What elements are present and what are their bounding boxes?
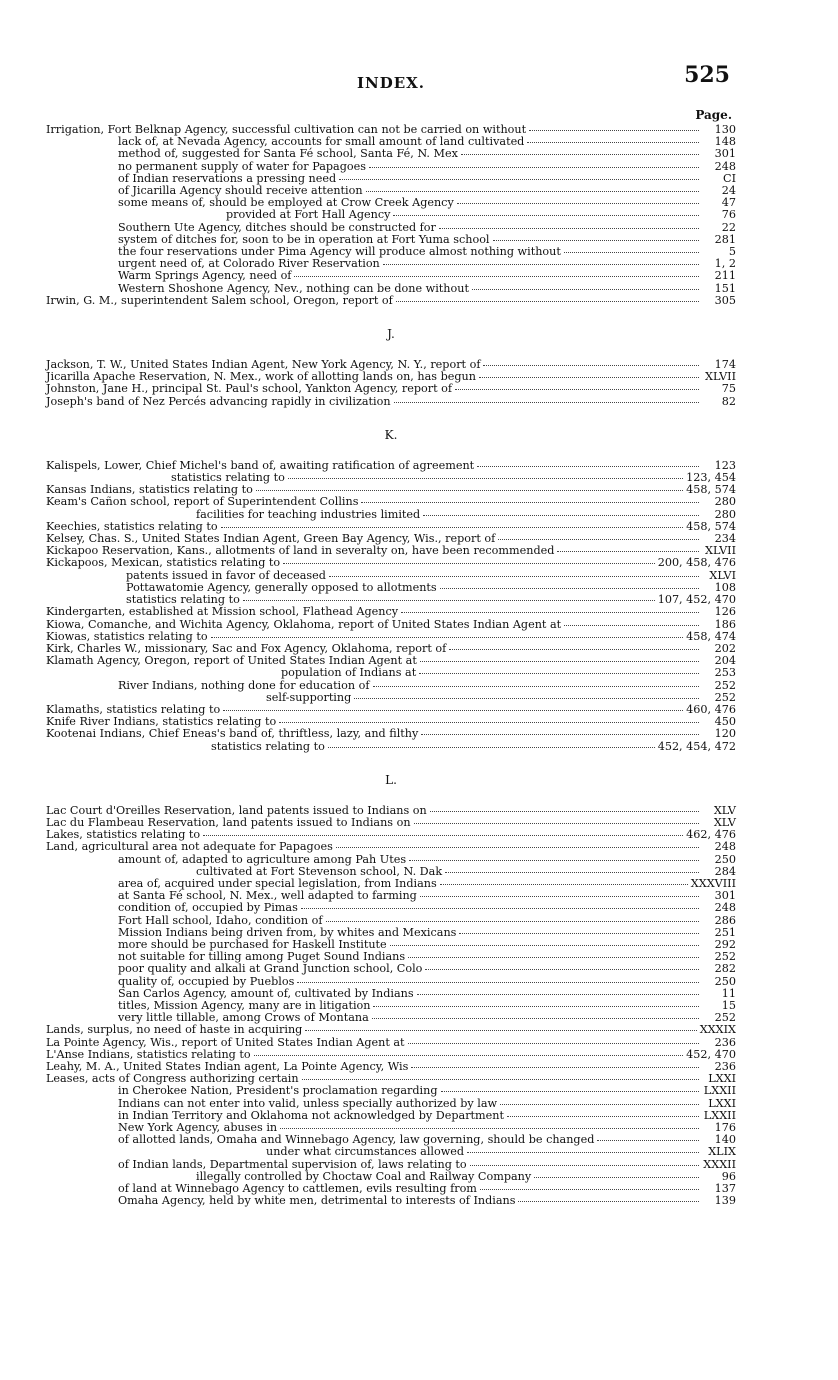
leader-dots — [211, 635, 684, 638]
leader-dots — [283, 561, 655, 564]
page-column-label: Page. — [695, 108, 732, 122]
leader-dots — [417, 992, 699, 995]
entry-text: very little tillable, among Crows of Montana — [118, 1011, 369, 1025]
entry-text: Southern Ute Agency, ditches should be constructed for — [118, 220, 436, 234]
entry-page: 292 — [714, 937, 736, 951]
entry-page: 452, 470 — [686, 1047, 736, 1061]
leader-dots — [294, 274, 699, 277]
entry-page: 458, 574 — [686, 519, 736, 533]
index-section — [46, 124, 736, 307]
entry-page: 305 — [714, 293, 736, 307]
entry-page: XLV — [713, 815, 736, 829]
index-entry — [46, 963, 736, 975]
entry-text: Kansas Indians, statistics relating to — [46, 483, 253, 497]
entry-text: urgent need of, at Colorado River Reservation — [118, 257, 380, 271]
leader-dots — [302, 1077, 699, 1080]
entry-page: 174 — [714, 358, 736, 372]
entry-page: 253 — [714, 666, 736, 680]
entry-page: 96 — [721, 1169, 736, 1183]
entry-page: 76 — [721, 208, 736, 222]
entry-page: LXXI — [708, 1072, 736, 1086]
leader-dots — [390, 943, 699, 946]
leader-dots — [329, 574, 699, 577]
leader-dots — [564, 623, 699, 626]
entry-page: 139 — [714, 1194, 736, 1208]
entry-text: Klamaths, statistics relating to — [46, 702, 221, 716]
leader-dots — [256, 488, 683, 491]
leader-dots — [409, 858, 699, 861]
entry-page: 460, 476 — [686, 702, 736, 716]
index-entry — [46, 1085, 736, 1097]
entry-page: CI — [723, 171, 736, 185]
entry-text: Jicarilla Apache Reservation, N. Mex., work of allotting lands on, has begun — [46, 370, 476, 384]
index-entry — [46, 1037, 736, 1049]
entry-text: Kiowas, statistics relating to — [46, 629, 208, 643]
leader-dots — [401, 610, 699, 613]
entry-page: XXXII — [703, 1157, 736, 1171]
entry-page: 458, 574 — [686, 483, 736, 497]
leader-dots — [280, 1126, 699, 1129]
entry-text: Fort Hall school, Idaho, condition of — [118, 913, 323, 927]
index-entry — [46, 460, 736, 472]
entry-page: 281 — [714, 232, 736, 246]
entry-text: in Cherokee Nation, President's proclamation regarding — [118, 1084, 438, 1098]
leader-dots — [472, 287, 699, 290]
entry-page: LXXII — [703, 1108, 736, 1122]
entry-text: area of, acquired under special legislation, from Indians — [118, 876, 437, 890]
entry-text: Kindergarten, established at Mission school, Flathead Agency — [46, 605, 399, 619]
entry-text: illegally controlled by Choctaw Coal and Railway Company — [196, 1169, 532, 1183]
entry-text: patents issued in favor of deceased — [126, 568, 326, 582]
leader-dots — [500, 1102, 699, 1105]
leader-dots — [597, 1138, 699, 1141]
index-entry — [46, 1098, 736, 1110]
leader-dots — [339, 177, 699, 180]
index-entry — [46, 976, 736, 988]
entry-page: 450 — [714, 715, 736, 729]
entry-text: Irrigation, Fort Belknap Agency, successful cultivation can not be carried on without — [46, 123, 527, 136]
entry-text: the four reservations under Pima Agency will produce almost nothing without — [118, 245, 561, 259]
entry-page: 284 — [714, 864, 736, 878]
leader-dots — [439, 226, 699, 229]
entry-page: 250 — [714, 974, 736, 988]
leader-dots — [529, 128, 699, 131]
leader-dots — [480, 1187, 699, 1190]
leader-dots — [221, 525, 684, 528]
entry-page: XLVII — [705, 544, 736, 558]
entry-page: 251 — [714, 925, 736, 939]
entry-text: Indians can not enter into valid, unless specially authorized by law — [118, 1096, 498, 1110]
entry-page: 137 — [714, 1182, 736, 1196]
leader-dots — [223, 708, 683, 711]
leader-dots — [328, 745, 655, 748]
leader-dots — [301, 906, 699, 909]
index-section — [46, 805, 736, 1208]
leader-dots — [354, 696, 699, 699]
section-letter: J. — [387, 327, 395, 342]
leader-dots — [361, 500, 699, 503]
leader-dots — [366, 189, 699, 192]
page-number: 525 — [684, 62, 730, 88]
entry-page: 236 — [714, 1060, 736, 1073]
leader-dots — [408, 1041, 699, 1044]
leader-dots — [421, 732, 699, 735]
entry-page: 82 — [721, 394, 736, 408]
entry-page: 24 — [721, 184, 736, 198]
entry-text: San Carlos Agency, amount of, cultivated by Indians — [118, 986, 414, 1000]
entry-page: 211 — [714, 269, 736, 283]
page-title: INDEX. — [356, 74, 426, 92]
entry-text: statistics relating to — [171, 471, 285, 485]
entry-text: at Santa Fé school, N. Mex., well adapted to farming — [118, 889, 417, 903]
leader-dots — [507, 1114, 699, 1117]
entry-page: 250 — [714, 852, 736, 866]
entry-text: amount of, adapted to agriculture among Pah Utes — [118, 852, 407, 866]
entry-text: of Indian lands, Departmental supervision of, laws relating to — [118, 1157, 467, 1171]
index-entry — [46, 295, 736, 307]
entry-text: cultivated at Fort Stevenson school, N. Dak — [196, 864, 443, 878]
entry-page: 200, 458, 476 — [657, 556, 736, 570]
index-entry — [46, 680, 736, 692]
leader-dots — [203, 833, 683, 836]
entry-page: 130 — [714, 123, 736, 136]
leader-dots — [498, 537, 699, 540]
entry-text: Leahy, M. A., United States Indian agent, La Pointe Agency, Wis — [46, 1060, 409, 1073]
entry-text: system of ditches for, soon to be in operation at Fort Yuma school — [118, 232, 490, 246]
entry-text: Knife River Indians, statistics relating to — [46, 715, 277, 729]
entry-text: no permanent supply of water for Papagoes — [118, 159, 366, 173]
entry-page: 148 — [714, 135, 736, 149]
entry-page: 252 — [714, 678, 736, 692]
entry-text: in Indian Territory and Oklahoma not acknowledged by Department — [118, 1108, 504, 1122]
index-entry — [46, 396, 736, 408]
leader-dots — [383, 262, 699, 265]
entry-text: Irwin, G. M., superintendent Salem school, Oregon, report of — [46, 293, 393, 307]
index-page — [46, 58, 736, 1207]
entry-text: Omaha Agency, held by white men, detrimental to interests of Indians — [118, 1194, 516, 1208]
index-entry — [46, 841, 736, 853]
leader-dots — [372, 1016, 699, 1019]
entry-page: 252 — [714, 690, 736, 704]
entry-text: L'Anse Indians, statistics relating to — [46, 1047, 251, 1061]
entry-text: Klamath Agency, Oregon, report of United States Indian Agent at — [46, 654, 417, 668]
entry-page: 458, 474 — [686, 629, 736, 643]
leader-dots — [483, 363, 699, 366]
entry-text: Kiowa, Comanche, and Wichita Agency, Oklahoma, report of United States Indian Agent at — [46, 617, 562, 631]
entry-text: Kalispels, Lower, Chief Michel's band of, awaiting ratification of agreement — [46, 458, 475, 472]
entry-text: not suitable for tilling among Puget Sound Indians — [118, 950, 406, 964]
entry-page: 280 — [714, 495, 736, 509]
entry-text: condition of, occupied by Pimas — [118, 901, 298, 915]
entry-page: 282 — [714, 962, 736, 976]
leader-dots — [493, 238, 699, 241]
entry-text: Kickapoos, Mexican, statistics relating to — [46, 556, 281, 570]
entry-page: 107, 452, 470 — [657, 593, 736, 607]
index-entry — [46, 741, 736, 753]
entry-page: 202 — [714, 641, 736, 655]
leader-dots — [564, 250, 699, 253]
index-entry — [46, 197, 736, 209]
entry-page: XXXVIII — [690, 876, 736, 890]
entry-page: 452, 454, 472 — [657, 739, 736, 753]
entry-page: XLVI — [709, 568, 736, 582]
leader-dots — [461, 152, 699, 155]
entry-page: 248 — [714, 840, 736, 854]
leader-dots — [373, 684, 699, 687]
leader-dots — [430, 809, 699, 812]
leader-dots — [254, 1053, 684, 1056]
entry-page: 11 — [721, 986, 736, 1000]
leader-dots — [414, 821, 699, 824]
index-entry — [46, 1159, 736, 1171]
entry-page: LXXI — [708, 1096, 736, 1110]
entry-text: titles, Mission Agency, many are in litigation — [118, 998, 371, 1012]
entry-page: 280 — [714, 507, 736, 521]
entry-page: 462, 476 — [686, 828, 736, 842]
index-entry — [46, 383, 736, 395]
index-entry — [46, 1024, 736, 1036]
leader-dots — [288, 476, 683, 479]
leader-dots — [455, 387, 699, 390]
index-entry — [46, 728, 736, 740]
entry-text: of land at Winnebago Agency to cattlemen, evils resulting from — [118, 1182, 477, 1196]
entry-text: of allotted lands, Omaha and Winnebago Agency, law governing, should be changed — [118, 1133, 595, 1147]
leader-dots — [393, 213, 699, 216]
index-entry — [46, 270, 736, 282]
leader-dots — [408, 955, 699, 958]
index-entry — [46, 667, 736, 679]
entry-page: 248 — [714, 159, 736, 173]
entry-page: 234 — [714, 532, 736, 546]
entry-page: 140 — [714, 1133, 736, 1147]
leader-dots — [457, 201, 699, 204]
index-entry — [46, 283, 736, 295]
entry-text: Kelsey, Chas. S., United States Indian Agent, Green Bay Agency, Wis., report of — [46, 532, 496, 546]
entry-text: self-supporting — [266, 690, 352, 704]
entry-text: Lac Court d'Oreilles Reservation, land patents issued to Indians on — [46, 803, 427, 817]
entry-page: 120 — [714, 727, 736, 741]
entry-page: 108 — [714, 580, 736, 594]
entry-text: more should be purchased for Haskell Institute — [118, 937, 387, 951]
leader-dots — [297, 980, 699, 983]
entry-page: 47 — [721, 196, 736, 210]
entry-page: 286 — [714, 913, 736, 927]
leader-dots — [373, 1004, 699, 1007]
index-section — [46, 359, 736, 408]
entry-page: XXXIX — [699, 1023, 736, 1037]
entry-text: Land, agricultural area not adequate for Papagoes — [46, 840, 333, 854]
index-entry — [46, 902, 736, 914]
leader-dots — [527, 140, 699, 143]
leader-dots — [441, 1089, 699, 1092]
leader-dots — [419, 671, 699, 674]
entry-text: of Jicarilla Agency should receive attention — [118, 184, 363, 198]
entry-text: method of, suggested for Santa Fé school, Santa Fé, N. Mex — [118, 147, 458, 161]
index-sections — [46, 124, 736, 1207]
section-letter: K. — [384, 427, 398, 442]
index-entry — [46, 915, 736, 927]
entry-page: 22 — [721, 220, 736, 234]
leader-dots — [420, 894, 699, 897]
section-letter: L. — [385, 772, 397, 787]
page-header — [46, 58, 736, 92]
entry-text: Keechies, statistics relating to — [46, 519, 218, 533]
leader-dots — [440, 586, 699, 589]
entry-page: XLV — [713, 803, 736, 817]
leader-dots — [557, 549, 699, 552]
leader-dots — [423, 513, 699, 516]
entry-text: Kirk, Charles W., missionary, Sac and Fox Agency, Oklahoma, report of — [46, 641, 447, 655]
leader-dots — [394, 400, 699, 403]
entry-text: of Indian reservations a pressing need — [118, 171, 337, 185]
index-entry — [46, 1195, 736, 1207]
entry-page: 15 — [721, 998, 736, 1012]
leader-dots — [305, 1028, 696, 1031]
entry-text: Kootenai Indians, Chief Eneas's band of, thriftless, lazy, and filthy — [46, 727, 419, 741]
entry-text: Western Shoshone Agency, Nev., nothing can be done without — [118, 281, 469, 295]
leader-dots — [467, 1150, 699, 1153]
index-entry — [46, 606, 736, 618]
index-entry — [46, 854, 736, 866]
entry-text: provided at Fort Hall Agency — [226, 208, 391, 222]
leader-dots — [411, 1065, 699, 1068]
index-entry — [46, 209, 736, 221]
entry-page: 248 — [714, 901, 736, 915]
entry-page: 123, 454 — [686, 471, 736, 485]
entry-text: under what circumstances allowed — [266, 1145, 465, 1159]
index-entry — [46, 619, 736, 631]
entry-page: 151 — [714, 281, 736, 295]
entry-text: statistics relating to — [211, 739, 325, 753]
leader-dots — [459, 931, 699, 934]
leader-dots — [425, 967, 699, 970]
entry-text: Joseph's band of Nez Percés advancing rapidly in civilization — [46, 394, 391, 408]
leader-dots — [369, 165, 699, 168]
entry-text: some means of, should be employed at Crow Creek Agency — [118, 196, 454, 210]
leader-dots — [449, 647, 699, 650]
leader-dots — [477, 464, 699, 467]
entry-text: population of Indians at — [281, 666, 417, 680]
entry-text: Lakes, statistics relating to — [46, 828, 201, 842]
entry-page: 176 — [714, 1121, 736, 1135]
entry-page: 123 — [714, 458, 736, 472]
entry-text: poor quality and alkali at Grand Junction school, Colo — [118, 962, 423, 976]
entry-text: Jackson, T. W., United States Indian Agent, New York Agency, N. Y., report of — [46, 358, 481, 372]
entry-page: 126 — [714, 605, 736, 619]
entry-text: New York Agency, abuses in — [118, 1121, 278, 1135]
entry-page: 252 — [714, 1011, 736, 1025]
entry-text: Pottawatomie Agency, generally opposed to allotments — [126, 580, 437, 594]
entry-text: lack of, at Nevada Agency, accounts for small amount of land cultivated — [118, 135, 525, 149]
entry-text: statistics relating to — [126, 593, 240, 607]
entry-text: Keam's Cañon school, report of Superintendent Collins — [46, 495, 359, 509]
leader-dots — [470, 1163, 699, 1166]
entry-page: 236 — [714, 1035, 736, 1049]
leader-dots — [518, 1199, 699, 1202]
index-entry — [46, 161, 736, 173]
entry-text: Leases, acts of Congress authorizing certain — [46, 1072, 299, 1086]
entry-text: quality of, occupied by Pueblos — [118, 974, 295, 988]
entry-page: 186 — [714, 617, 736, 631]
entry-page: LXXII — [703, 1084, 736, 1098]
index-section — [46, 460, 736, 753]
leader-dots — [420, 659, 699, 662]
entry-text: facilities for teaching industries limited — [196, 507, 421, 521]
leader-dots — [336, 845, 699, 848]
entry-page: 301 — [714, 889, 736, 903]
entry-page: 75 — [721, 382, 736, 396]
leader-dots — [445, 870, 699, 873]
index-entry — [46, 496, 736, 508]
entry-page: XLVII — [705, 370, 736, 384]
index-entry — [46, 1146, 736, 1158]
entry-page: 204 — [714, 654, 736, 668]
entry-page: 1, 2 — [714, 257, 736, 271]
leader-dots — [534, 1175, 699, 1178]
leader-dots — [243, 598, 655, 601]
entry-text: Warm Springs Agency, need of — [118, 269, 292, 283]
entry-text: Johnston, Jane H., principal St. Paul's school, Yankton Agency, report of — [46, 382, 453, 396]
entry-page: XLIX — [708, 1145, 736, 1159]
leader-dots — [440, 882, 688, 885]
index-entry — [46, 148, 736, 160]
leader-dots — [479, 375, 699, 378]
leader-dots — [279, 720, 699, 723]
index-entry — [46, 222, 736, 234]
entry-text: La Pointe Agency, Wis., report of United States Indian Agent at — [46, 1035, 405, 1049]
entry-text: Lands, surplus, no need of haste in acquiring — [46, 1023, 303, 1037]
entry-text: Mission Indians being driven from, by whites and Mexicans — [118, 925, 457, 939]
entry-text: Kickapoo Reservation, Kans., allotments of land in severalty on, have been recommended — [46, 544, 555, 558]
entry-text: Lac du Flambeau Reservation, land patents issued to Indians on — [46, 815, 411, 829]
index-entry — [46, 557, 736, 569]
entry-text: River Indians, nothing done for education of — [118, 678, 370, 692]
leader-dots — [396, 299, 699, 302]
entry-page: 252 — [714, 950, 736, 964]
entry-page: 301 — [714, 147, 736, 161]
entry-page: 5 — [728, 245, 736, 259]
leader-dots — [326, 919, 700, 922]
